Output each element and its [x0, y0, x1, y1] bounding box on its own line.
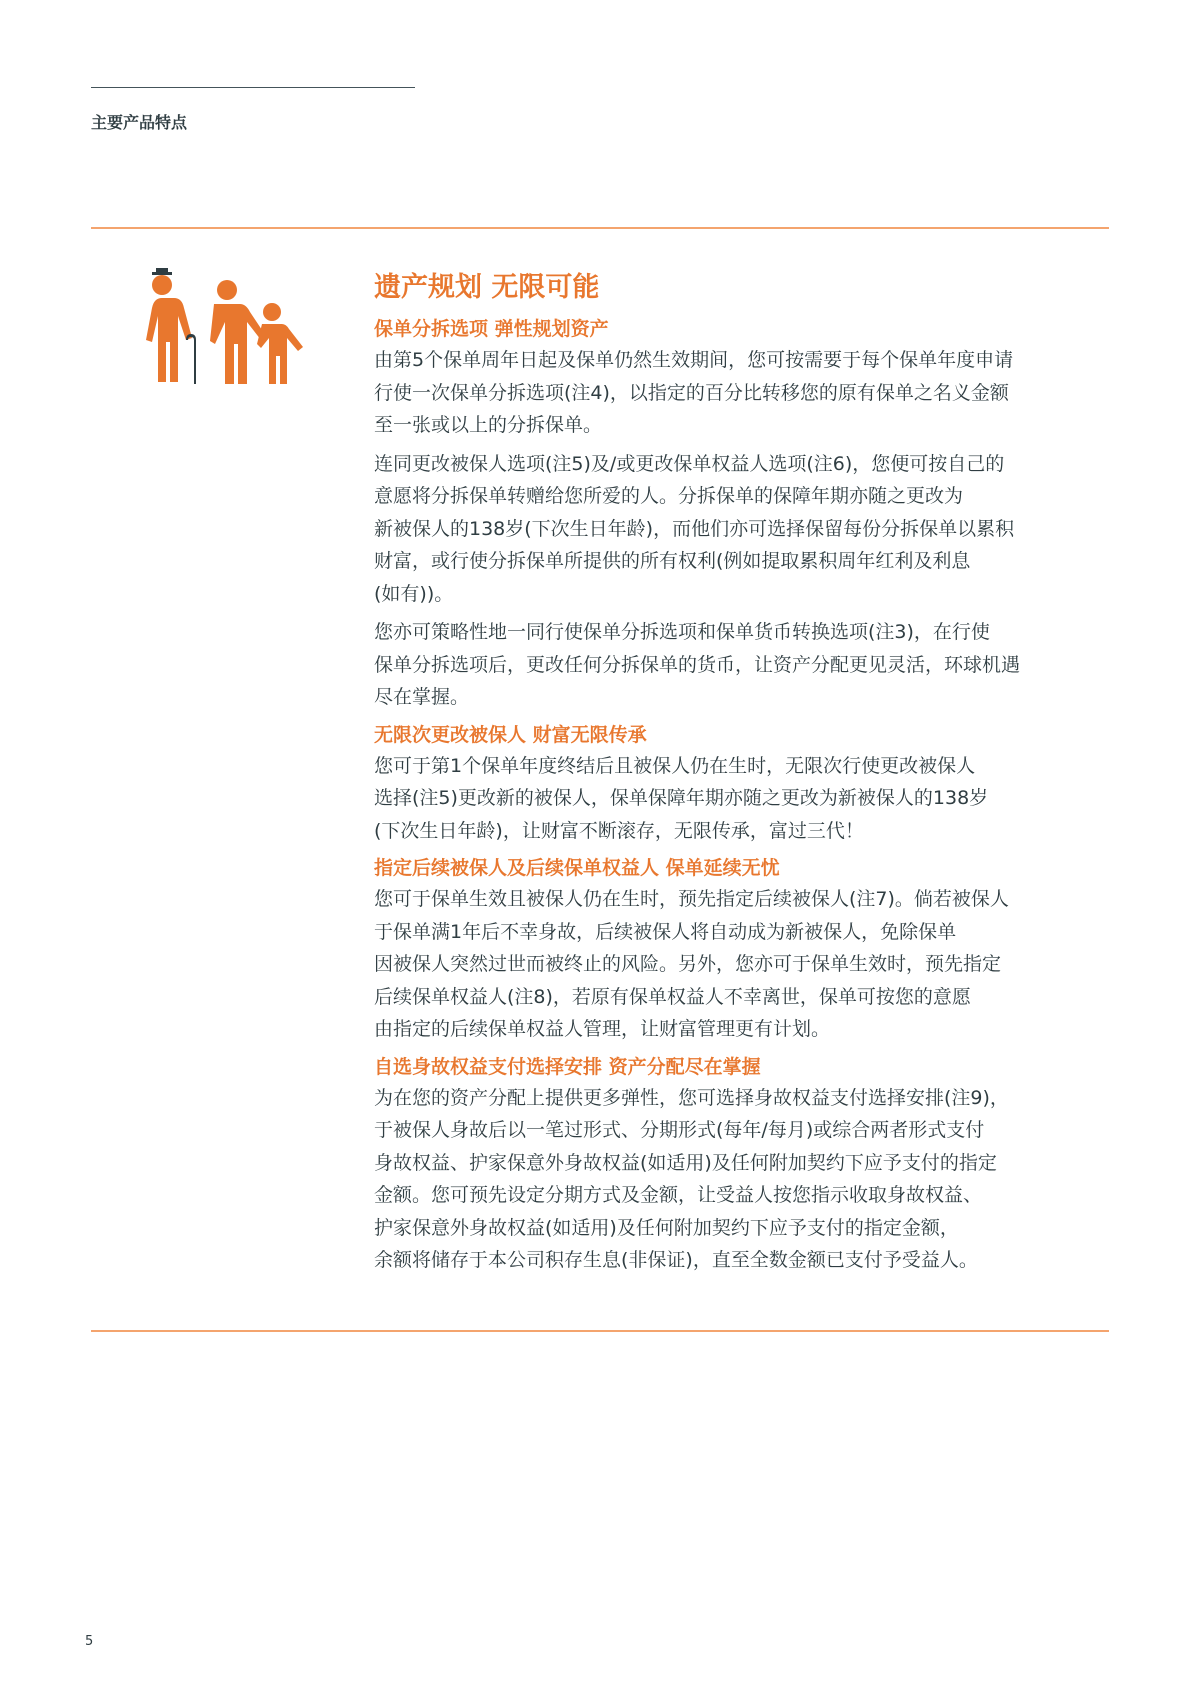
text-line: 因被保人突然过世而被终止的风险。另外，您亦可于保单生效时，预先指定 [374, 953, 1002, 975]
text-line: 余额将储存于本公司积存生息(非保证)，直至全数金额已支付予受益人。 [374, 1249, 978, 1271]
text-line: 由指定的后续保单权益人管理，让财富管理更有计划。 [374, 1018, 831, 1040]
paragraph [374, 1082, 1114, 1277]
section-successor [374, 853, 1114, 1046]
paragraph [374, 448, 1114, 611]
text-line: 连同更改被保人选项(注5)及/或更改保单权益人选项(注6)，您便可按自己的 [374, 452, 1005, 475]
text-line: 由第5个保单周年日起及保单仍然生效期间，您可按需要于每个保单年度申请 [374, 349, 1014, 371]
text-line: 您亦可策略性地一同行使保单分拆选项和保单货币转换选项(注3)，在行使 [374, 621, 990, 643]
text-line: 您可于保单生效且被保人仍在生时，预先指定后续被保人(注7)。倘若被保人 [374, 888, 1009, 910]
family-three-generations-icon [140, 268, 305, 386]
text-line: 您可于第1个保单年度终结后且被保人仍在生时，无限次行使更改被保人 [374, 754, 976, 777]
paragraph [374, 616, 1114, 714]
bottom-divider [91, 1330, 1109, 1332]
text-line: (下次生日年龄)，让财富不断滚存，无限传承，富过三代！ [374, 819, 864, 842]
text-line: 为在您的资产分配上提供更多弹性，您可选择身故权益支付选择安排(注9)， [374, 1086, 1009, 1109]
text-line: 意愿将分拆保单转赠给您所爱的人。分拆保单的保障年期亦随之更改为 [374, 485, 964, 507]
text-line: 行使一次保单分拆选项(注4)，以指定的百分比转移您的原有保单之名义金额 [374, 381, 1009, 404]
text-line: 于保单满1年后不幸身故，后续被保人将自动成为新被保人，免除保单 [374, 920, 957, 943]
section-heading: 指定后续被保人及后续保单权益人 保单延续无忧 [374, 857, 780, 879]
text-line: (如有))。 [374, 582, 454, 605]
section-heading: 无限次更改被保人 财富无限传承 [374, 723, 647, 746]
section-heading: 保单分拆选项 弹性规划资产 [374, 318, 609, 340]
text-line: 身故权益、护家保意外身故权益(如适用)及任何附加契约下应予支付的指定 [374, 1151, 997, 1174]
text-line: 于被保人身故后以一笔过形式、分期形式(每年/每月)或综合两者形式支付 [374, 1119, 985, 1141]
paragraph [374, 344, 1114, 442]
text-line: 至一张或以上的分拆保单。 [374, 414, 603, 436]
text-line: 后续保单权益人(注8)，若原有保单权益人不幸离世，保单可按您的意愿 [374, 985, 971, 1008]
text-line: 新被保人的138岁(下次生日年龄)，而他们亦可选择保留每份分拆保单以累积 [374, 517, 1015, 540]
text-line: 财富，或行使分拆保单所提供的所有权利(例如提取累积周年红利及利息 [374, 550, 971, 572]
section-heading: 自选身故权益支付选择安排 资产分配尽在掌握 [374, 1055, 761, 1078]
text-line: 金额。您可预先设定分期方式及金额，让受益人按您指示收取身故权益、 [374, 1184, 983, 1206]
paragraph [374, 750, 1114, 848]
paragraph [374, 883, 1114, 1046]
text-line: 护家保意外身故权益(如适用)及任何附加契约下应予支付的指定金额， [374, 1216, 959, 1239]
section-policy-split [374, 314, 1114, 714]
section-change-insured [374, 720, 1114, 848]
main-content [374, 268, 1114, 1283]
header-rule [91, 87, 415, 88]
section-label: 主要产品特点 [91, 113, 188, 132]
text-line: 保单分拆选项后，更改任何分拆保单的货币，让资产分配更见灵活，环球机遇 [374, 653, 1021, 676]
page-number: 5 [85, 1634, 94, 1649]
section-death-benefit [374, 1052, 1114, 1277]
page-title: 遗产规划 无限可能 [374, 272, 600, 303]
text-line: 选择(注5)更改新的被保人，保单保障年期亦随之更改为新被保人的138岁 [374, 787, 989, 809]
top-divider [91, 227, 1109, 229]
text-line: 尽在掌握。 [374, 686, 470, 708]
